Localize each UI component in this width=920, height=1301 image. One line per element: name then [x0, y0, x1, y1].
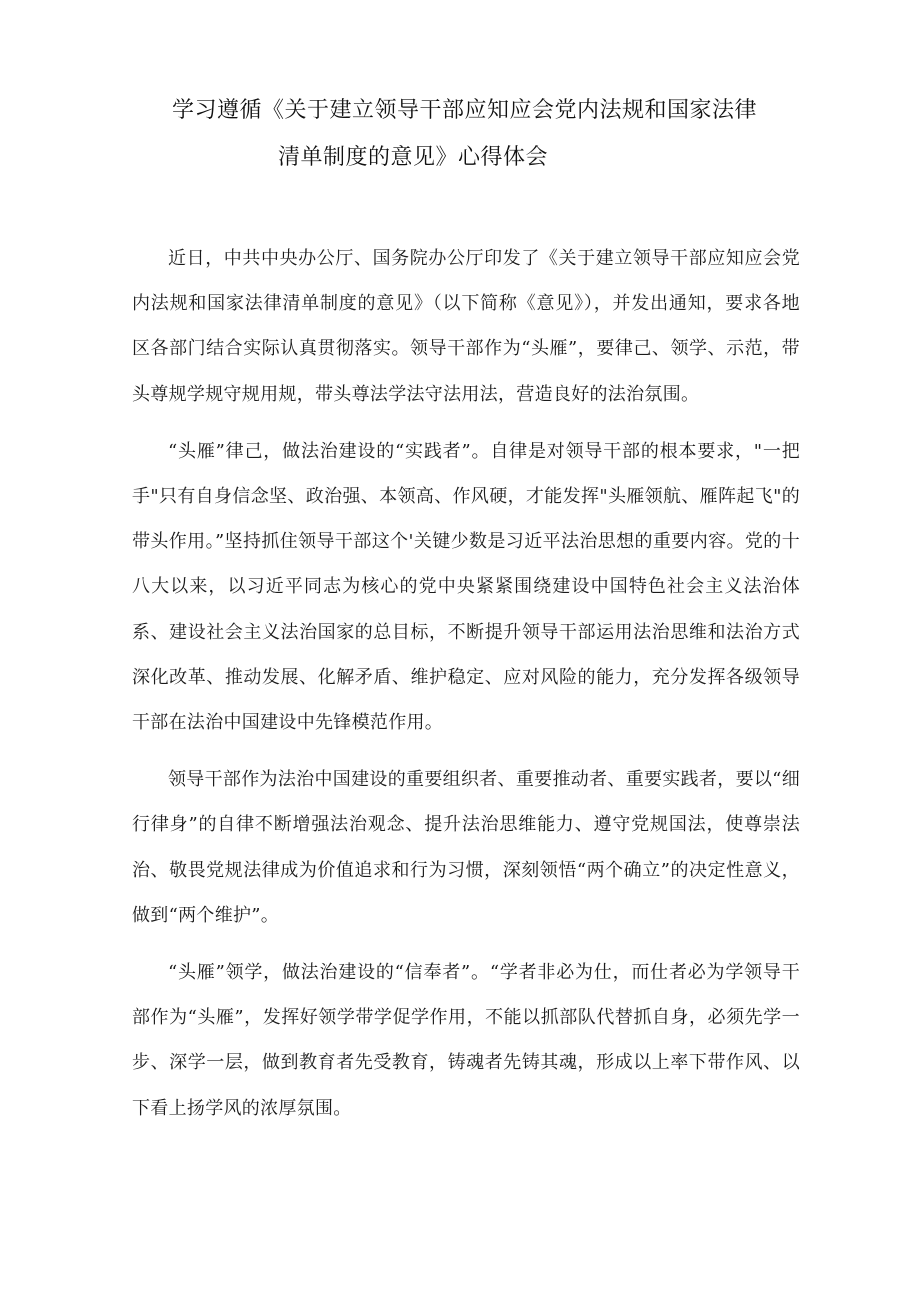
document-body: [132, 236, 800, 1143]
document-title-line-1: 学习遵循《关于建立领导干部应知应会党内法规和国家法律: [172, 98, 758, 123]
paragraph-4: “头雁”领学，做法治建设的“信奉者”。“学者非必为仕，而仕者必为学领导干部作为“头雁”，发挥好领学带学促学作用，不能以抓部队代替抓自身，必须先学一步、深学一层，做到教育者先受教育，铸魂者先铸其魂，形成以上率下带作风、以下看上扬学风的浓厚氛围。: [132, 962, 800, 1119]
paragraph-3: 领导干部作为法治中国建设的重要组织者、重要推动者、重要实践者，要以“细行律身”的自律不断增强法治观念、提升法治思维能力、遵守党规国法，使尊崇法治、敬畏党规法律成为价值追求和行为习惯，深刻领悟“两个确立”的决定性意义，做到“两个维护”。: [132, 769, 800, 926]
paragraph-1: 近日，中共中央办公厅、国务院办公厅印发了《关于建立领导干部应知应会党内法规和国家法律清单制度的意见》（以下简称《意见》），并发出通知，要求各地区各部门结合实际认真贯彻落实。领导干部作为“头雁”，要律己、领学、示范，带头尊规学规守规用规，带头尊法学法守法用法，营造良好的法治氛围。: [132, 248, 800, 405]
document-title-line-2: 清单制度的意见》心得体会: [278, 145, 549, 170]
paragraph-2: “头雁”律己，做法治建设的“实践者”。自律是对领导干部的根本要求，"一把手"只有自身信念坚、政治强、本领高、作风硬，才能发挥"头雁领航、雁阵起飞"的带头作用。”坚持抓住领导干部这个'关键少数是习近平法治思想的重要内容。党的十八大以来，以习近平同志为核心的党中央紧紧围绕建设中国特色社会主义法治体系、建设社会主义法治国家的总目标，不断提升领导干部运用法治思维和法治方式深化改革、推动发展、化解矛盾、维护稳定、应对风险的能力，充分发挥各级领导干部在法治中国建设中先锋模范作用。: [132, 440, 800, 734]
